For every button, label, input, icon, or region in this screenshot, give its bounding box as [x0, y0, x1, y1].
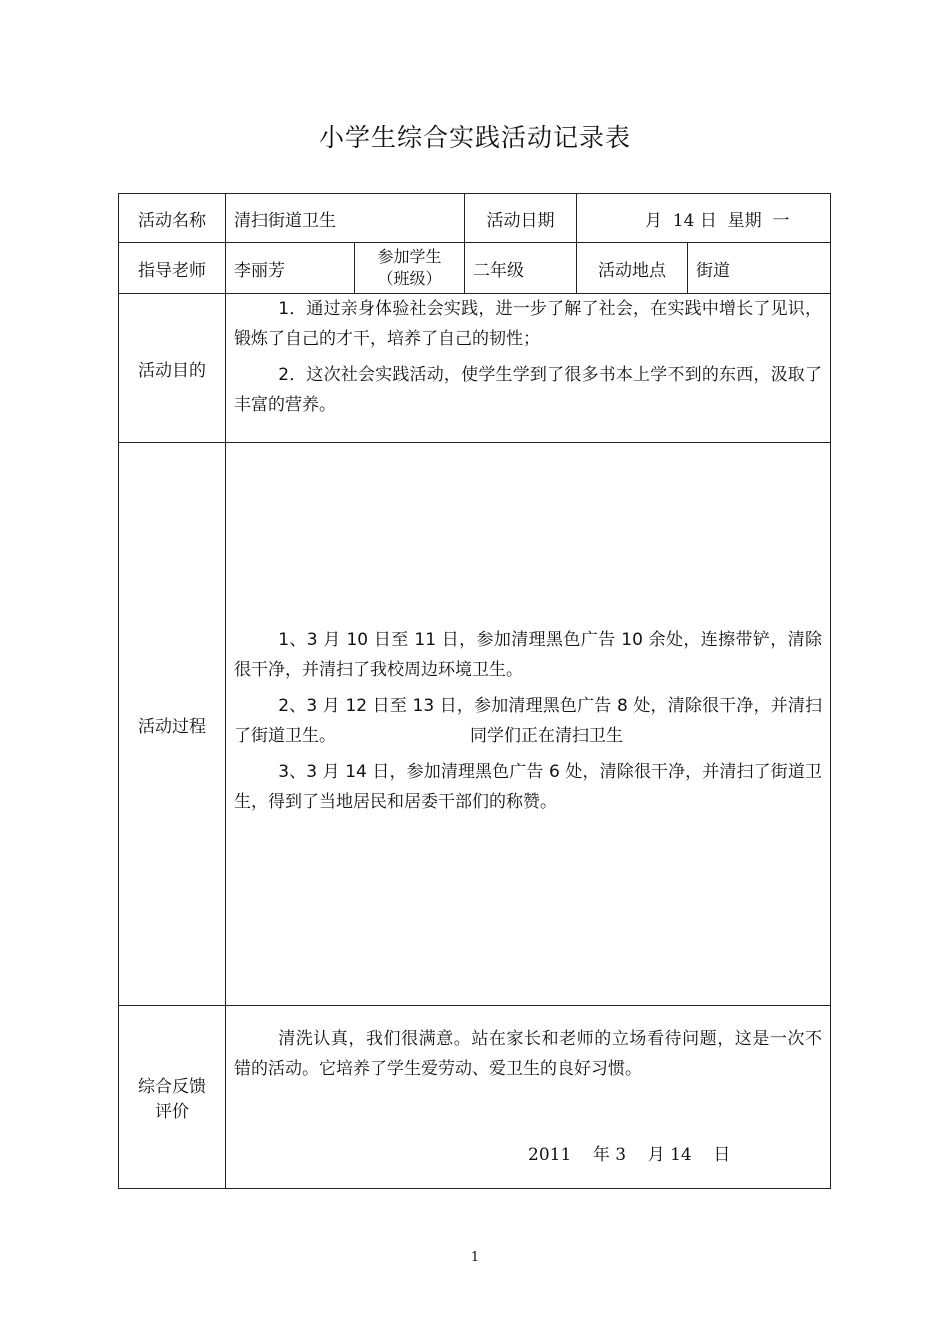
process-item [234, 691, 822, 751]
purpose-item: 1．通过亲身体验社会实践，进一步了解了社会，在实践中增长了见识，锻炼了自己的才干，培养了自己的韧性； [234, 299, 822, 349]
purpose-label: 活动目的 [119, 294, 226, 443]
row-feedback [119, 1006, 831, 1189]
row-teacher [119, 243, 831, 294]
teacher-value: 李丽芳 [226, 243, 355, 294]
page-number: 1 [470, 1250, 480, 1265]
process-content [226, 443, 831, 1006]
row-purpose [119, 294, 831, 443]
place-label: 活动地点 [577, 243, 688, 294]
place-value: 街道 [688, 243, 831, 294]
process-item: 1、3 月 10 日至 11 日，参加清理黑色广告 10 余处，连擦带铲，清除很干净，并清扫了我校周边环境卫生。 [234, 630, 822, 680]
activity-date-label: 活动日期 [465, 194, 577, 243]
feedback-label-line-2: 评价 [155, 1102, 189, 1122]
feedback-content [226, 1006, 831, 1189]
purpose-item: 2．这次社会实践活动，使学生学到了很多书本上学不到的东西，汲取了丰富的营养。 [234, 365, 822, 415]
row-process [119, 443, 831, 1006]
page-title: 小学生综合实践活动记录表 [318, 123, 631, 152]
purpose-content [226, 294, 831, 443]
students-label [355, 243, 465, 294]
activity-name-label: 活动名称 [119, 194, 226, 243]
feedback-label [119, 1006, 226, 1189]
process-label: 活动过程 [119, 443, 226, 1006]
process-item: 3、3 月 14 日，参加清理黑色广告 6 处，清除很干净，并清扫了街道卫生，得到了当地居民和居委干部们的称赞。 [234, 762, 822, 812]
photo-caption: 同学们正在清扫卫生 [470, 726, 623, 746]
teacher-label: 指导老师 [119, 243, 226, 294]
students-value: 二年级 [465, 243, 577, 294]
feedback-text: 清洗认真，我们很满意。站在家长和老师的立场看待问题，这是一次不错的活动。它培养了学生爱劳动、爱卫生的良好习惯。 [234, 1029, 822, 1079]
students-label-line-1: 参加学生 [377, 247, 442, 266]
activity-record-table [118, 193, 831, 1189]
activity-name-value: 清扫街道卫生 [226, 194, 465, 243]
row-activity-name [119, 194, 831, 243]
feedback-label-line-1: 综合反馈 [138, 1077, 206, 1097]
activity-date-value: 月 14 日 星期 一 [577, 194, 831, 243]
feedback-date: 2011 年 3 月 14 日 [528, 1145, 731, 1165]
students-label-line-2: （班级） [377, 269, 442, 288]
process-item-text: 2、3 月 12 日至 13 日，参加清理黑色广告 8 处，清除很干净，并清扫了街道卫生。 [234, 696, 822, 746]
